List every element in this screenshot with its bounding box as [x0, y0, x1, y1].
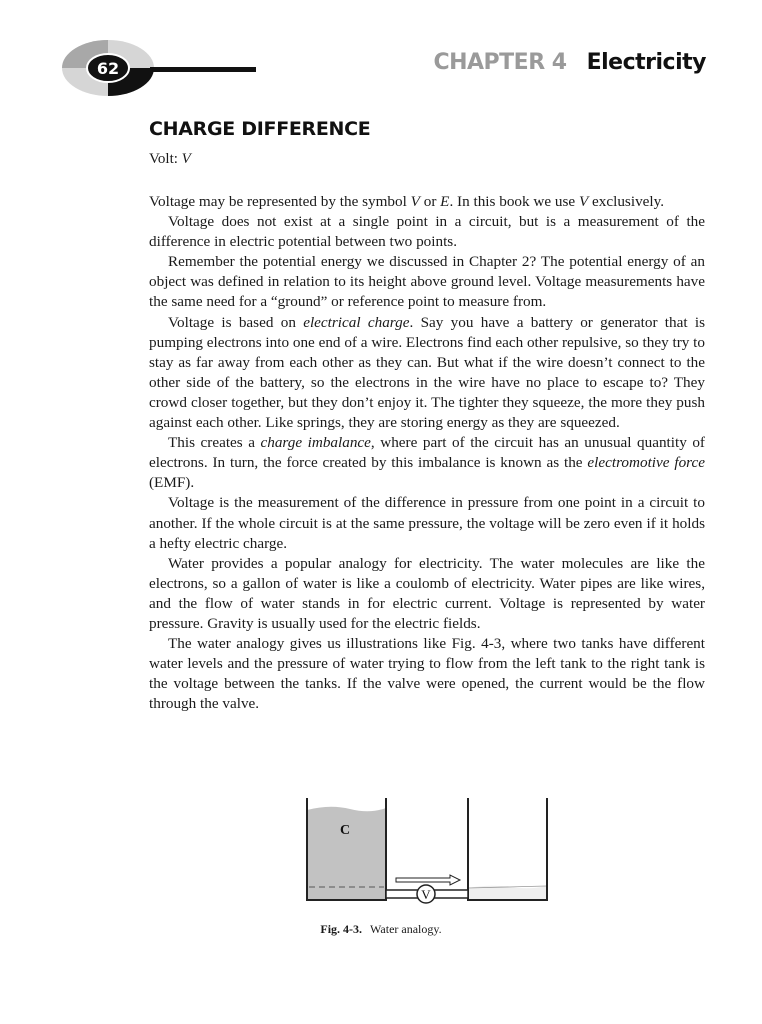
- unit-line: [149, 151, 191, 168]
- page-number-badge: [60, 38, 156, 98]
- paragraph-6: Voltage is the measurement of the difference in pressure from one point in a circuit to another. If the whole circuit is at the same pressure, the voltage will be zero even if it holds a hefty electric charge.: [149, 494, 705, 552]
- unit-symbol: V: [181, 151, 191, 167]
- paragraph-1: Voltage may be represented by the symbol V or E. In this book we use V exclusively.: [149, 193, 665, 210]
- caption-text: Water analogy.: [370, 922, 442, 936]
- unit-label: Volt:: [149, 151, 182, 167]
- tank-label: C: [339, 823, 351, 838]
- paragraph-2: Voltage does not exist at a single point in a circuit, but is a measurement of the difference in electric potential between two points.: [149, 213, 705, 251]
- page-number: 62: [96, 59, 120, 78]
- paragraph-5: This creates a charge imbalance, where part of the circuit has an unusual quantity of electrons. In turn, the force created by this imbalance is known as the electromotive force (EMF).: [149, 434, 705, 492]
- chapter-title: Electricity: [586, 50, 706, 75]
- water-analogy-figure: [300, 796, 560, 916]
- left-tank-water: [307, 807, 386, 900]
- flow-arrow: [396, 875, 460, 885]
- paragraph-7: Water provides a popular analogy for electricity. The water molecules are like the electrons, so a gallon of water is like a coulomb of electricity. Water pipes are like wires, and the flow of water stands in for electric current. Voltage is represented by water pressure. Gravity is usually used for the electric fields.: [149, 554, 705, 632]
- caption-label: Fig. 4-3.: [320, 922, 363, 936]
- paragraph-3: Remember the potential energy we discussed in Chapter 2? The potential energy of an object was defined in relation to its height above ground level. Voltage measurements have the same need for a “ground” or reference point to measure from.: [149, 253, 705, 311]
- valve-label: V: [421, 887, 431, 902]
- paragraph-8: The water analogy gives us illustrations like Fig. 4-3, where two tanks have different water levels and the pressure of water trying to flow from the left tank to the right tank is the voltage between the tanks. If the valve were opened, the current would be the flow through the valve.: [149, 635, 705, 713]
- paragraph-4: Voltage is based on electrical charge. Say you have a battery or generator that is pumping electrons into one end of a wire. Electrons find each other repulsive, so they try to stay as far away from each other as they can. But what if the wire doesn’t connect to the other side of the battery, so the electrons in the wire have no place to escape to? They crowd closer together, but they don’t enjoy it. The tighter they squeeze, the more they push against each other. Like springs, they are storing energy as they are squeezed.: [149, 313, 705, 432]
- body-text: [149, 192, 705, 714]
- chapter-heading: [433, 50, 706, 75]
- figure-caption: [0, 922, 762, 937]
- header-rule: [150, 67, 256, 72]
- section-title: CHARGE DIFFERENCE: [149, 118, 371, 140]
- right-tank: [468, 798, 547, 900]
- chapter-label: CHAPTER 4: [433, 50, 567, 75]
